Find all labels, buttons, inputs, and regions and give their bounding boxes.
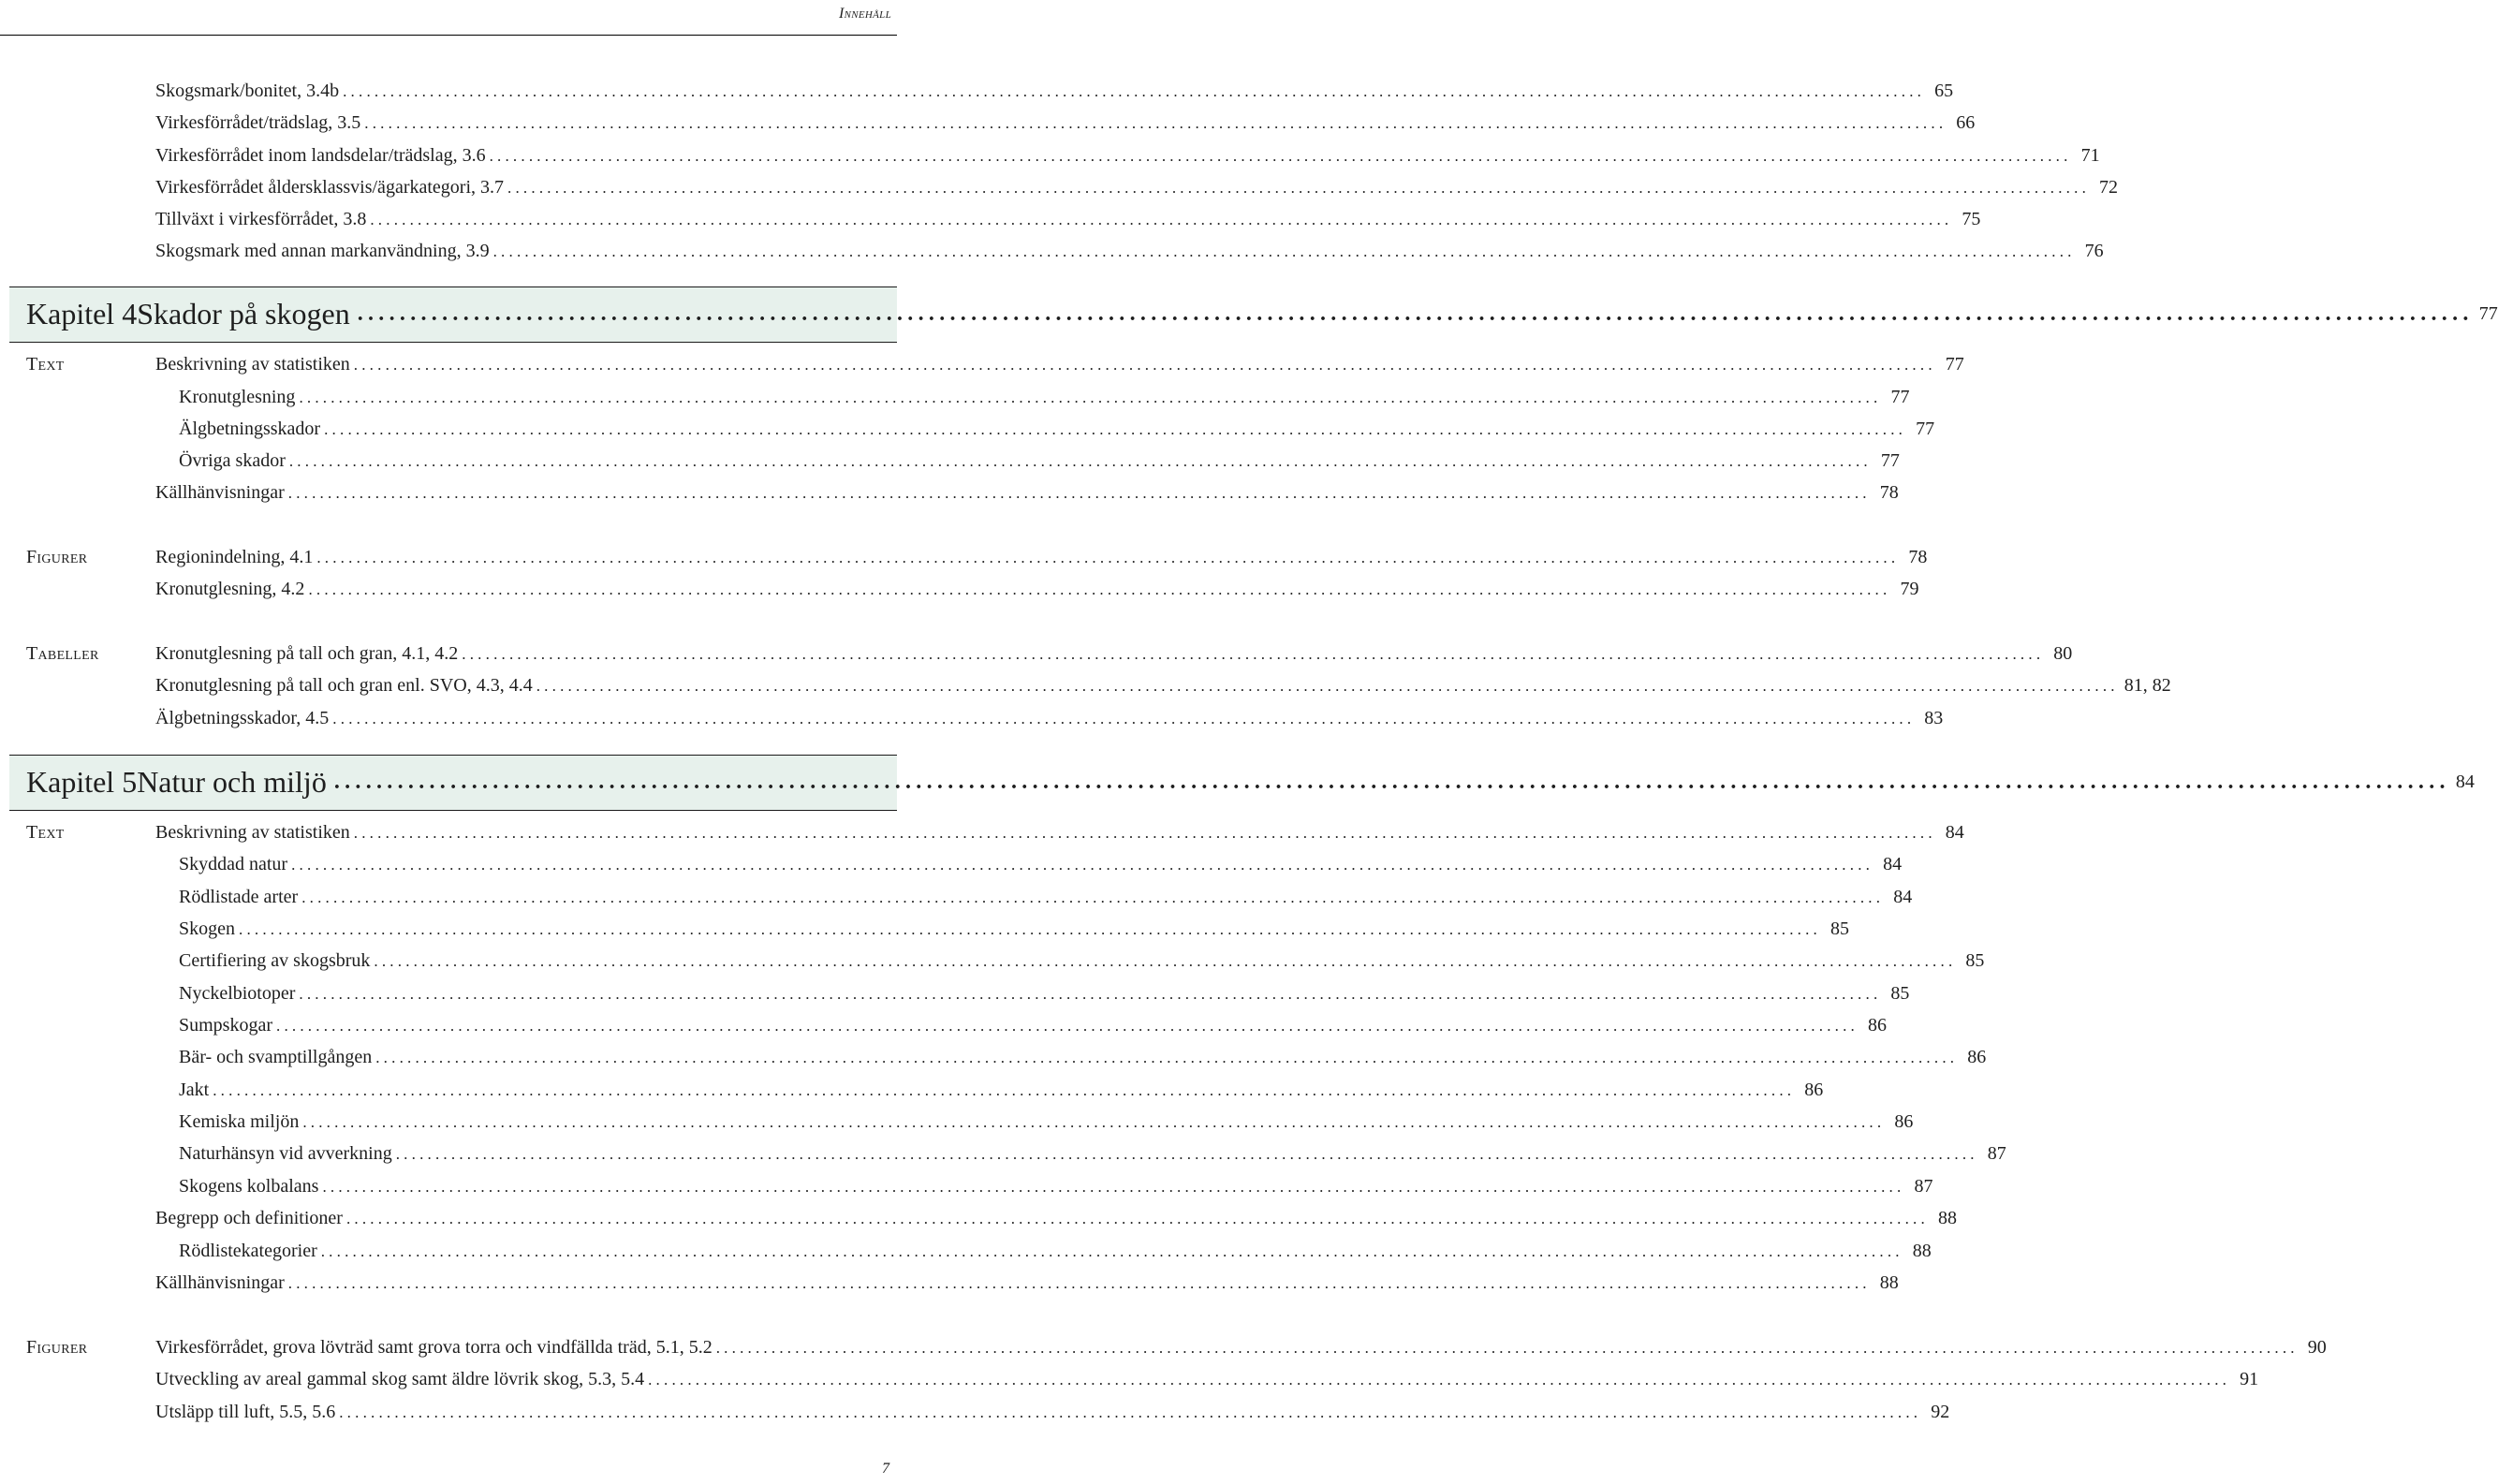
section-label-figures: Figurer: [26, 1337, 88, 1358]
leader-dots: ........................................................................................................................................................................................................: [715, 1339, 2299, 1357]
toc-entry[interactable]: [155, 350, 1964, 378]
leader-dots: ........................................................................................................................................................................................................: [364, 114, 1947, 132]
toc-entry-label: Skogens kolbalans: [179, 1176, 319, 1197]
toc-entry-label: Virkesförrådet åldersklassvis/ägarkategori, 3.7: [155, 177, 505, 198]
toc-entry-page: 80: [2053, 643, 2073, 664]
toc-entry-page: 77: [1890, 387, 1910, 407]
toc-entry[interactable]: [155, 575, 1919, 603]
leader-dots: ........................................................................................................................................................................................................: [308, 580, 1891, 598]
toc-entry-page: 86: [1804, 1080, 1824, 1100]
toc-entry[interactable]: [179, 1076, 1824, 1104]
toc-entry-label: Jakt: [179, 1080, 210, 1100]
toc-entry-page: 81, 82: [2123, 675, 2171, 696]
chapter-5-heading[interactable]: [26, 755, 2475, 809]
toc-entry-label: Virkesförrådet inom landsdelar/trädslag, 3.6: [155, 145, 486, 166]
toc-entry-page: 92: [1931, 1402, 1950, 1422]
leader-dots: ........................................................................................................................................................................................................: [370, 211, 1953, 228]
toc-entry-label: Skogsmark med annan markanvändning, 3.9: [155, 241, 490, 261]
toc-entry[interactable]: [155, 173, 2119, 201]
chapter-4-heading[interactable]: [26, 287, 2498, 341]
toc-entry-page: 90: [2307, 1337, 2327, 1358]
toc-entry[interactable]: [155, 1204, 1957, 1232]
toc-entry-page: 91: [2240, 1369, 2259, 1389]
toc-entry-page: 66: [1956, 112, 1976, 133]
leader-dots: ........................................................................................................................................................................................................: [213, 1081, 1796, 1099]
toc-entry-label: Källhänvisningar: [155, 1272, 285, 1293]
toc-entry-page: 86: [1967, 1047, 1987, 1067]
toc-entry[interactable]: [179, 1139, 2006, 1168]
toc-entry-page: 78: [1879, 482, 1899, 503]
leader-dots: ........................................................................................................................................................................................................: [332, 710, 1916, 727]
toc-entry-page: 72: [2099, 177, 2119, 198]
header-rule: [0, 35, 897, 36]
leader-dots: ........................................................................................................................................................................................................: [299, 985, 1882, 1003]
chapter-title: Natur och miljö: [137, 764, 327, 799]
toc-entry-label: Skogsmark/bonitet, 3.4b: [155, 81, 340, 101]
leader-dots: ........................................................................................................................................................................................................: [343, 82, 1926, 100]
toc-entry-label: Beskrivning av statistiken: [155, 822, 350, 843]
toc-entry[interactable]: [179, 383, 1910, 411]
toc-entry-label: Begrepp och definitioner: [155, 1208, 343, 1228]
toc-entry-label: Rödlistekategorier: [179, 1241, 317, 1261]
toc-entry-page: 71: [2080, 145, 2100, 166]
toc-entry-label: Tillväxt i virkesförrådet, 3.8: [155, 209, 367, 229]
leader-dots: ........................................................................................................................................................................................................: [462, 645, 2045, 663]
leader-dots: ........................................................................................................................................................................................................: [492, 242, 2076, 260]
page-number: 7: [882, 1461, 889, 1477]
section-label-tables: Tabeller: [26, 643, 99, 664]
toc-entry-label: Övriga skador: [179, 450, 286, 471]
toc-entry-label: Älgbetningsskador: [179, 419, 321, 439]
leader-dots: ........................................................................................................................................................................................................: [301, 889, 1885, 906]
toc-entry[interactable]: [155, 639, 2073, 668]
toc-entry-label: Sumpskogar: [179, 1015, 272, 1036]
toc-entry-page: 75: [1962, 209, 1981, 229]
toc-entry-page: 84: [1945, 822, 1964, 843]
toc-entry[interactable]: [155, 109, 1976, 137]
toc-entry[interactable]: [179, 947, 1985, 975]
toc-entry-label: Kronutglesning, 4.2: [155, 579, 305, 599]
toc-entry-page: 85: [1890, 983, 1910, 1004]
toc-entry[interactable]: [155, 818, 1964, 846]
toc-entry-label: Virkesförrådet, grova lövträd samt grova torra och vindfällda träd, 5.1, 5.2: [155, 1337, 713, 1358]
toc-entry-page: 88: [1912, 1241, 1932, 1261]
toc-entry[interactable]: [155, 1365, 2259, 1393]
toc-entry-page: 79: [1900, 579, 1919, 599]
leader-dots: ........................................................................................................................................................................................................: [345, 1210, 1929, 1227]
toc-entry-label: Utveckling av areal gammal skog samt äldre lövrik skog, 5.3, 5.4: [155, 1369, 645, 1389]
leader-dots: ........................................................................................................................................................................................................: [287, 484, 1871, 502]
toc-entry[interactable]: [155, 1333, 2327, 1361]
toc-entry-label: Virkesförrådet/trädslag, 3.5: [155, 112, 361, 133]
toc-entry-label: Källhänvisningar: [155, 482, 285, 503]
toc-entry-label: Rödlistade arter: [179, 887, 299, 907]
toc-entry-page: 88: [1879, 1272, 1899, 1293]
toc-entry-page: 84: [1883, 854, 1903, 874]
toc-entry-label: Bär- och svamptillgången: [179, 1047, 373, 1067]
toc-entry-page: 86: [1894, 1111, 1914, 1132]
section-label-figures: Figurer: [26, 547, 88, 567]
toc-entry-page: 87: [1987, 1143, 2006, 1164]
section-label-text: Text: [26, 822, 65, 843]
toc-entry-page: 83: [1924, 708, 1944, 728]
toc-entry[interactable]: [179, 415, 1935, 443]
leader-dots: ........................................................................................................................................................................................................: [324, 420, 1907, 438]
toc-entry-label: Kronutglesning på tall och gran enl. SVO, 4.3, 4.4: [155, 675, 533, 696]
toc-entry-label: Kronutglesning: [179, 387, 296, 407]
leader-dots: ........................................................................................................................................................................................................: [320, 1242, 1903, 1260]
toc-entry-label: Älgbetningsskador, 4.5: [155, 708, 330, 728]
toc-entry[interactable]: [155, 237, 2104, 265]
toc-entry[interactable]: [155, 1398, 1950, 1426]
toc-entry-page: 85: [1965, 950, 1985, 971]
leader-dots: ........................................................................................................................................................................................................: [302, 1113, 1886, 1131]
toc-entry[interactable]: [155, 543, 1928, 571]
toc-entry-label: Kemiska miljön: [179, 1111, 300, 1132]
toc-entry[interactable]: [179, 1043, 1987, 1071]
toc-entry[interactable]: [155, 478, 1899, 507]
toc-entry[interactable]: [179, 1011, 1887, 1039]
section-label-text: Text: [26, 354, 65, 375]
chapter-number: Kapitel 5: [26, 764, 138, 799]
toc-entry[interactable]: [155, 77, 1954, 105]
toc-entry-label: Skogen: [179, 918, 235, 939]
running-header-title: Innehåll: [838, 6, 891, 22]
toc-entry-page: 85: [1830, 918, 1849, 939]
toc-entry[interactable]: [155, 141, 2100, 169]
chapter-title: Skador på skogen: [137, 296, 350, 331]
leader-dots: ........................................................................................................................................................................................................: [288, 452, 1872, 470]
leader-dots: ........................................................................................................................................................................................................: [507, 179, 2091, 197]
toc-entry[interactable]: [179, 447, 1900, 475]
toc-entry[interactable]: [179, 979, 1910, 1007]
leader-dots: ........................................................................................................................................................................................................: [333, 769, 2450, 794]
leader-dots: ........................................................................................................................................................................................................: [276, 1017, 1859, 1035]
toc-entry[interactable]: [155, 1269, 1899, 1297]
toc-entry-page: 77: [1880, 450, 1900, 471]
toc-entry[interactable]: [155, 671, 2171, 699]
chapter-number: Kapitel 4: [26, 296, 138, 331]
toc-entry-page: 86: [1868, 1015, 1887, 1036]
toc-entry-label: Skyddad natur: [179, 854, 288, 874]
toc-entry-label: Certifiering av skogsbruk: [179, 950, 371, 971]
toc-entry-page: 78: [1908, 547, 1928, 567]
leader-dots: ........................................................................................................................................................................................................: [316, 549, 1900, 566]
toc-entry-page: 76: [2084, 241, 2104, 261]
toc-entry-page: 77: [1945, 354, 1964, 375]
toc-entry-page: 65: [1934, 81, 1954, 101]
toc-entry-label: Naturhänsyn vid avverkning: [179, 1143, 392, 1164]
chapter-page: 84: [2455, 771, 2475, 792]
toc-entry-label: Beskrivning av statistiken: [155, 354, 350, 375]
toc-entry[interactable]: [179, 883, 1913, 911]
leader-dots: ........................................................................................................................................................................................................: [339, 1403, 1922, 1421]
toc-entry[interactable]: [179, 1108, 1914, 1136]
toc-entry-label: Kronutglesning på tall och gran, 4.1, 4.2: [155, 643, 459, 664]
toc-entry-label: Utsläpp till luft, 5.5, 5.6: [155, 1402, 336, 1422]
leader-dots: ........................................................................................................................................................................................................: [239, 920, 1821, 938]
leader-dots: ........................................................................................................................................................................................................: [353, 824, 1936, 842]
leader-dots: ........................................................................................................................................................................................................: [322, 1178, 1905, 1196]
leader-dots: ........................................................................................................................................................................................................: [287, 1274, 1871, 1292]
toc-entry[interactable]: [179, 915, 1849, 943]
leader-dots: ........................................................................................................................................................................................................: [374, 952, 1957, 970]
toc-entry[interactable]: [155, 704, 1944, 732]
toc-entry-page: 77: [1916, 419, 1935, 439]
toc-entry[interactable]: [179, 1237, 1932, 1265]
leader-dots: ........................................................................................................................................................................................................: [357, 301, 2474, 326]
toc-entry[interactable]: [179, 1172, 1933, 1200]
leader-dots: ........................................................................................................................................................................................................: [489, 147, 2072, 165]
toc-entry-page: 87: [1914, 1176, 1933, 1197]
leader-dots: ........................................................................................................................................................................................................: [395, 1145, 1978, 1163]
leader-dots: ........................................................................................................................................................................................................: [299, 389, 1882, 406]
toc-entry-page: 88: [1937, 1208, 1957, 1228]
chapter-page: 77: [2478, 302, 2498, 324]
toc-entry-page: 84: [1893, 887, 1913, 907]
leader-dots: ........................................................................................................................................................................................................: [353, 356, 1936, 374]
leader-dots: ........................................................................................................................................................................................................: [648, 1371, 2231, 1388]
leader-dots: ........................................................................................................................................................................................................: [291, 856, 1874, 874]
toc-entry[interactable]: [155, 205, 1981, 233]
leader-dots: ........................................................................................................................................................................................................: [536, 677, 2119, 695]
toc-entry[interactable]: [179, 850, 1903, 878]
leader-dots: ........................................................................................................................................................................................................: [375, 1049, 1959, 1066]
toc-entry-label: Regionindelning, 4.1: [155, 547, 314, 567]
toc-entry-label: Nyckelbiotoper: [179, 983, 296, 1004]
